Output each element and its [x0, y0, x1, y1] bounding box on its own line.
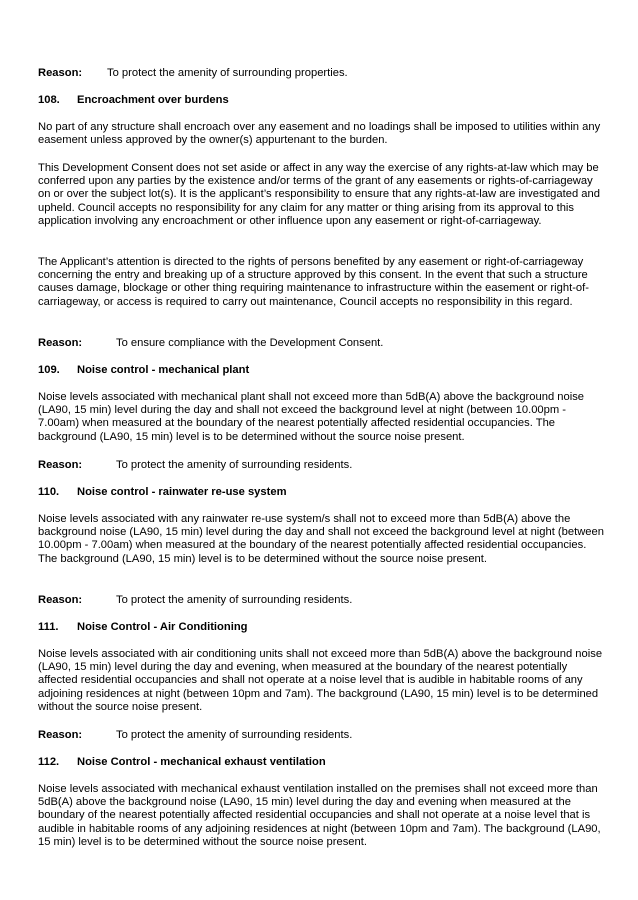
paragraph: Noise levels associated with mechanical plant shall not exceed more than 5dB(A) above the background noise (LA90, 15 min) level during the day and shall not exceed the background level at night (between 10.00pm - 7.00am) when measured at the boundary of the nearest potentially affected residential occupancies. The background (LA90, 15 min) level is to be determined without the source noise present.: [38, 391, 585, 443]
reason-label: Reason:: [38, 337, 83, 349]
reason-line: [38, 67, 348, 80]
paragraph: Noise levels associated with mechanical exhaust ventilation installed on the premises shall not exceed more than 5dB(A) above the background noise (LA90, 15 min) level during the day and evening when measured at the boundary of the nearest potentially affected residential occupancies and shall not operate at a noise level that is audible in habitable rooms of any adjoining residences at night (between 10pm and 7am). The background (LA90, 15 min) level is to be determined without the source noise present.: [38, 783, 601, 848]
reason-line: [38, 337, 384, 350]
condition-title: Noise control - mechanical plant: [77, 364, 250, 376]
condition-heading-109: [38, 364, 249, 377]
reason-label: Reason:: [38, 594, 83, 606]
reason-line: [38, 729, 353, 742]
condition-heading-108: [38, 94, 229, 107]
condition-title: Noise Control - mechanical exhaust ventilation: [77, 756, 326, 768]
paragraph: This Development Consent does not set aside or affect in any way the exercise of any rights-at-law which may be conferred upon any parties by the existence and/or terms of the grant of any easements or rights-of-carriageway on or over the subject lot(s). It is the applicant’s responsibility to ensure that any rights-at-law are investigated and upheld. Council accepts no responsibility for any claim for any matter or thing arising from its approval to this application involving any encroachment or other influence upon any easement or right-of-carriageway.: [38, 162, 600, 227]
condition-number: 112.: [38, 756, 60, 768]
reason-text: To protect the amenity of surrounding residents.: [116, 459, 353, 471]
condition-number: 109.: [38, 364, 60, 376]
condition-heading-110: [38, 486, 287, 499]
reason-text: To protect the amenity of surrounding residents.: [116, 594, 353, 606]
condition-number: 110.: [38, 486, 60, 498]
condition-number: 111.: [38, 621, 59, 633]
reason-label: Reason:: [38, 459, 83, 471]
paragraph: The Applicant’s attention is directed to the rights of persons benefited by any easement or right-of-carriageway concerning the entry and breaking up of a structure approved by this consent. In the event that such a structure causes damage, blockage or other thing requiring maintenance to infrastructure within the easement or right-of-carriageway, or access is required to carry out maintenance, Council accepts no responsibility in this regard.: [38, 256, 589, 308]
condition-title: Noise Control - Air Conditioning: [77, 621, 248, 633]
condition-title: Encroachment over burdens: [77, 94, 229, 106]
reason-text: To protect the amenity of surrounding properties.: [107, 67, 348, 79]
paragraph: No part of any structure shall encroach over any easement and no loadings shall be imposed to utilities within any easement unless approved by the owner(s) appurtenant to the burden.: [38, 121, 601, 147]
reason-label: Reason:: [38, 729, 83, 741]
reason-label: Reason:: [38, 67, 83, 79]
paragraph: Noise levels associated with any rainwater re-use system/s shall not to exceed more than 5dB(A) above the background noise (LA90, 15 min) level during the day and shall not exceed the background level at night (between 10.00pm - 7.00am) when measured at the boundary of the nearest potentially affected residential occupancies. The background (LA90, 15 min) level is to be determined without the source noise present.: [38, 513, 604, 565]
reason-text: To ensure compliance with the Development Consent.: [116, 337, 384, 349]
condition-number: 108.: [38, 94, 60, 106]
paragraph: Noise levels associated with air conditioning units shall not exceed more than 5dB(A) above the background noise (LA90, 15 min) level during the day and evening, when measured at the boundary of the nearest potentially affected residential occupancies and shall not operate at a noise level that is audible in habitable rooms of any adjoining residences at night (between 10pm and 7am). The background (LA90, 15 min) level is to be determined without the source noise present.: [38, 648, 603, 713]
reason-line: [38, 594, 353, 607]
reason-text: To protect the amenity of surrounding residents.: [116, 729, 353, 741]
reason-line: [38, 459, 353, 472]
condition-heading-112: [38, 756, 326, 769]
condition-heading-111: [38, 621, 247, 634]
condition-title: Noise control - rainwater re-use system: [77, 486, 287, 498]
